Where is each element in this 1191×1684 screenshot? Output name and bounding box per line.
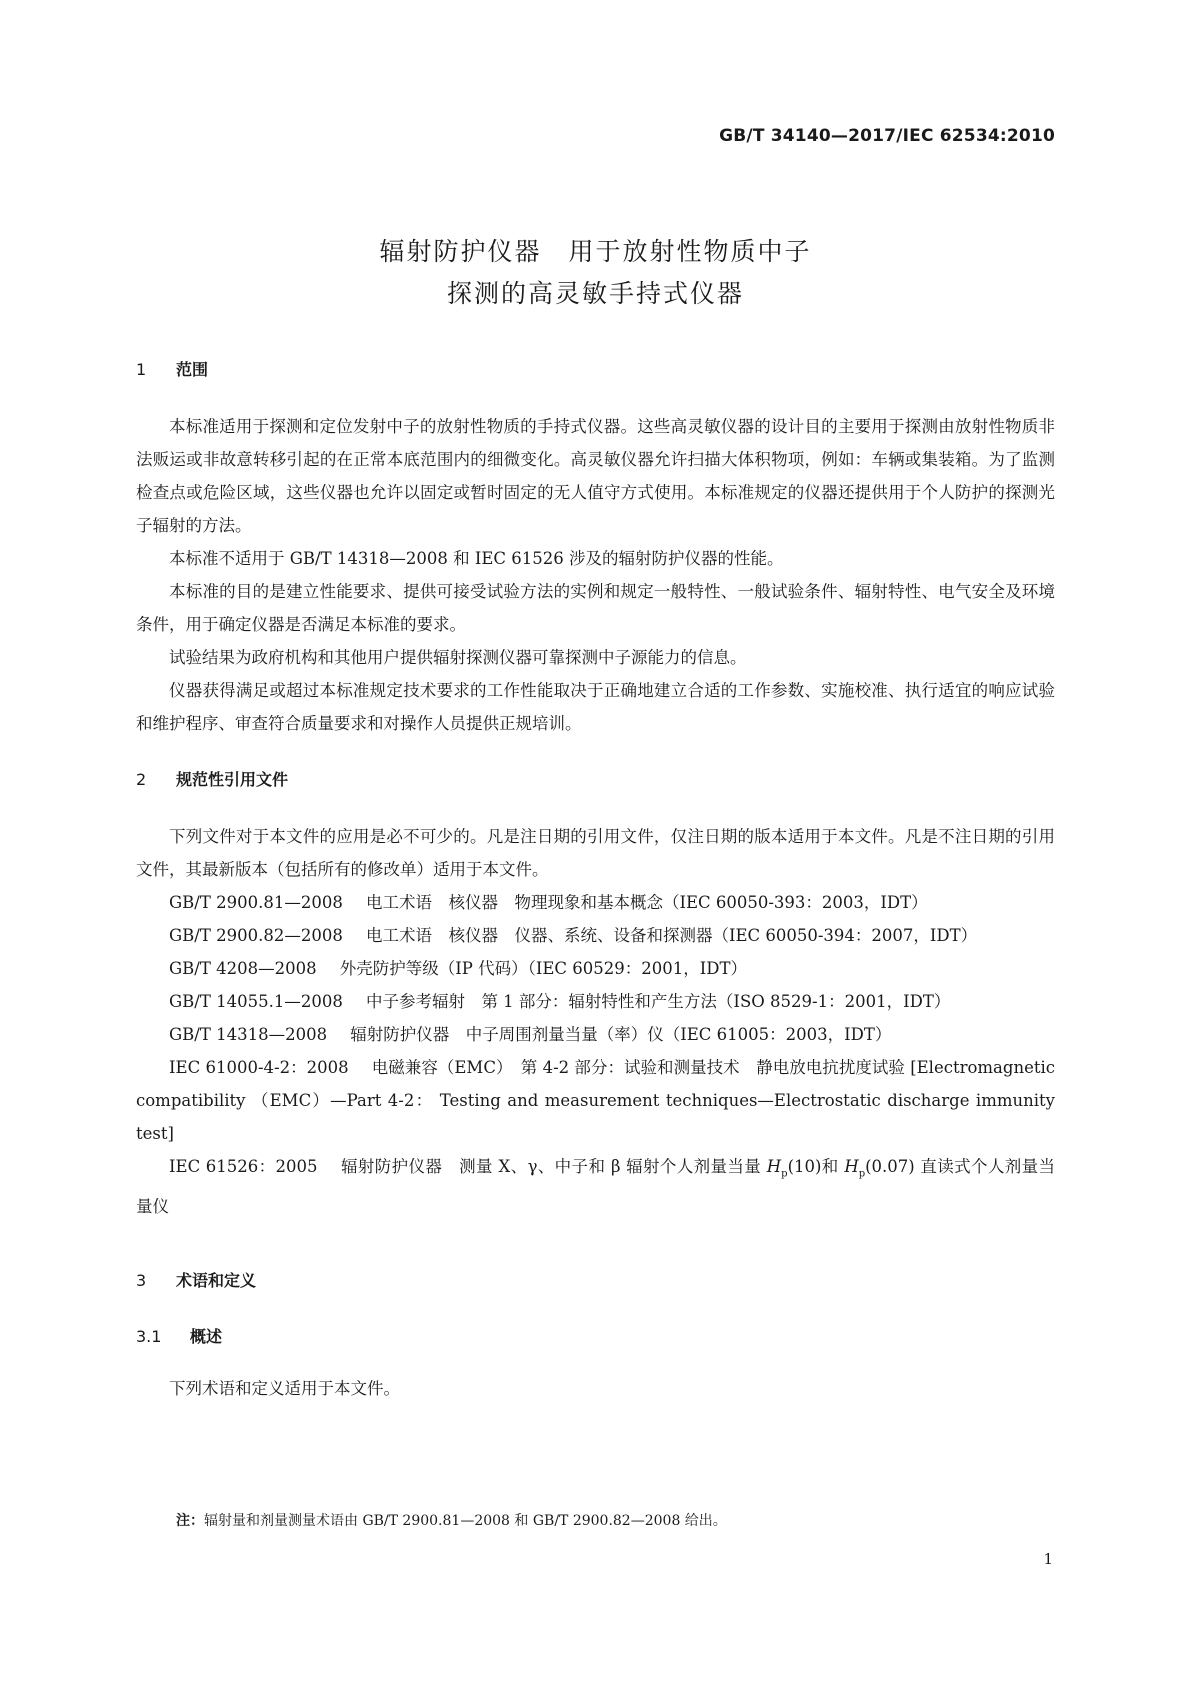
subsection-number: 3.1 xyxy=(136,1327,162,1346)
paragraph: 本标准适用于探测和定位发射中子的放射性物质的手持式仪器。这些高灵敏仪器的设计目的主要用于探测由放射性物质非法贩运或非故意转移引起的在正常本底范围内的细微变化。高灵敏仪器允许扫描大体积物项，例如：车辆或集装箱。为了监测检查点或危险区域，这些仪器也允许以固定或暂时固定的无人值守方式使用。本标准规定的仪器还提供用于个人防护的探测光子辐射的方法。 xyxy=(136,417,1055,535)
reference-code: GB/T 2900.81—2008 xyxy=(169,893,343,912)
note-label: 注： xyxy=(176,1513,204,1529)
subsection-3-1-body xyxy=(136,1372,1055,1405)
subscript-p: p xyxy=(858,1168,866,1180)
section-number: 2 xyxy=(136,770,147,789)
standard-code: GB/T 34140—2017/IEC 62534:2010 xyxy=(719,126,1055,146)
paragraph: 本标准不适用于 GB/T 14318—2008 和 IEC 61526 涉及的辐射防护仪器的性能。 xyxy=(169,549,784,568)
subscript-p: p xyxy=(781,1168,788,1180)
reference-title: 电工术语 核仪器 物理现象和基本概念（IEC 60050-393：2003，IDT） xyxy=(365,893,928,912)
reference-title: 电工术语 核仪器 仪器、系统、设备和探测器（IEC 60050-394：2007，IDT） xyxy=(365,926,978,945)
section-1-body xyxy=(136,410,1055,740)
section-2-body xyxy=(136,820,1055,1223)
reference-title: 辐射防护仪器 中子周围剂量当量（率）仪（IEC 61005：2003，IDT） xyxy=(350,1025,892,1044)
section-1-heading xyxy=(136,357,208,380)
reference-item xyxy=(136,1150,1055,1223)
reference-title: 电磁兼容（EMC） 第 4-2 部分：试验和测量技术 静电放电抗扰度试验 [Electromagnetic compatibility （EMC）—Part 4-2： Testing and measurement techniques—Electrostatic discharge immunity test] xyxy=(136,1058,1056,1143)
section-3-heading xyxy=(136,1268,256,1291)
section-2-heading xyxy=(136,767,288,790)
note xyxy=(176,1510,727,1530)
section-title: 范围 xyxy=(176,360,209,379)
paragraph: 下列术语和定义适用于本文件。 xyxy=(169,1379,400,1398)
section-number: 1 xyxy=(136,360,147,379)
reference-title-part: 辐射防护仪器 测量 X、γ、中子和 β 辐射个人剂量当量 xyxy=(340,1157,767,1176)
section-number: 3 xyxy=(136,1271,147,1290)
title-line-1: 辐射防护仪器 用于放射性物质中子 xyxy=(379,237,812,266)
subsection-title: 概述 xyxy=(190,1327,223,1346)
reference-title: 外壳防护等级（IP 代码）（IEC 60529：2001，IDT） xyxy=(339,959,747,978)
reference-item xyxy=(136,1018,1055,1051)
paragraph: 下列文件对于本文件的应用是必不可少的。凡是注日期的引用文件，仅注日期的版本适用于本文件。凡是不注日期的引用文件，其最新版本（包括所有的修改单）适用于本文件。 xyxy=(136,827,1055,879)
reference-code: GB/T 2900.82—2008 xyxy=(169,926,343,945)
reference-code: GB/T 14055.1—2008 xyxy=(169,992,343,1011)
reference-item xyxy=(136,952,1055,985)
title-line-2: 探测的高灵敏手持式仪器 xyxy=(446,279,744,308)
note-text: 辐射量和剂量测量术语由 GB/T 2900.81—2008 和 GB/T 2900.82—2008 给出。 xyxy=(204,1513,727,1529)
section-title: 术语和定义 xyxy=(176,1271,257,1290)
section-title: 规范性引用文件 xyxy=(176,770,289,789)
page-number: 1 xyxy=(1043,1550,1053,1568)
reference-code: GB/T 14318—2008 xyxy=(169,1025,328,1044)
reference-title-part: (0.07) 直读式个人剂量当量仪 xyxy=(136,1157,1055,1217)
reference-item xyxy=(136,985,1055,1018)
reference-item xyxy=(136,886,1055,919)
paragraph: 仪器获得满足或超过本标准规定技术要求的工作性能取决于正确地建立合适的工作参数、实施校准、执行适宜的响应试验和维护程序、审查符合质量要求和对操作人员提供正规培训。 xyxy=(136,681,1055,733)
symbol-h: H xyxy=(844,1157,859,1176)
symbol-h: H xyxy=(766,1157,782,1176)
reference-title-part: (10)和 xyxy=(787,1157,845,1176)
reference-item xyxy=(136,919,1055,952)
reference-item xyxy=(136,1051,1055,1150)
paragraph: 试验结果为政府机构和其他用户提供辐射探测仪器可靠探测中子源能力的信息。 xyxy=(169,648,747,667)
reference-code: GB/T 4208—2008 xyxy=(169,959,317,978)
reference-code: IEC 61000-4-2：2008 xyxy=(169,1058,349,1077)
subsection-3-1-heading xyxy=(136,1324,222,1347)
reference-title: 中子参考辐射 第 1 部分：辐射特性和产生方法（ISO 8529-1：2001，IDT） xyxy=(365,992,951,1011)
paragraph: 本标准的目的是建立性能要求、提供可接受试验方法的实例和规定一般特性、一般试验条件、辐射特性、电气安全及环境条件，用于确定仪器是否满足本标准的要求。 xyxy=(136,582,1055,634)
reference-code: IEC 61526：2005 xyxy=(169,1157,318,1176)
